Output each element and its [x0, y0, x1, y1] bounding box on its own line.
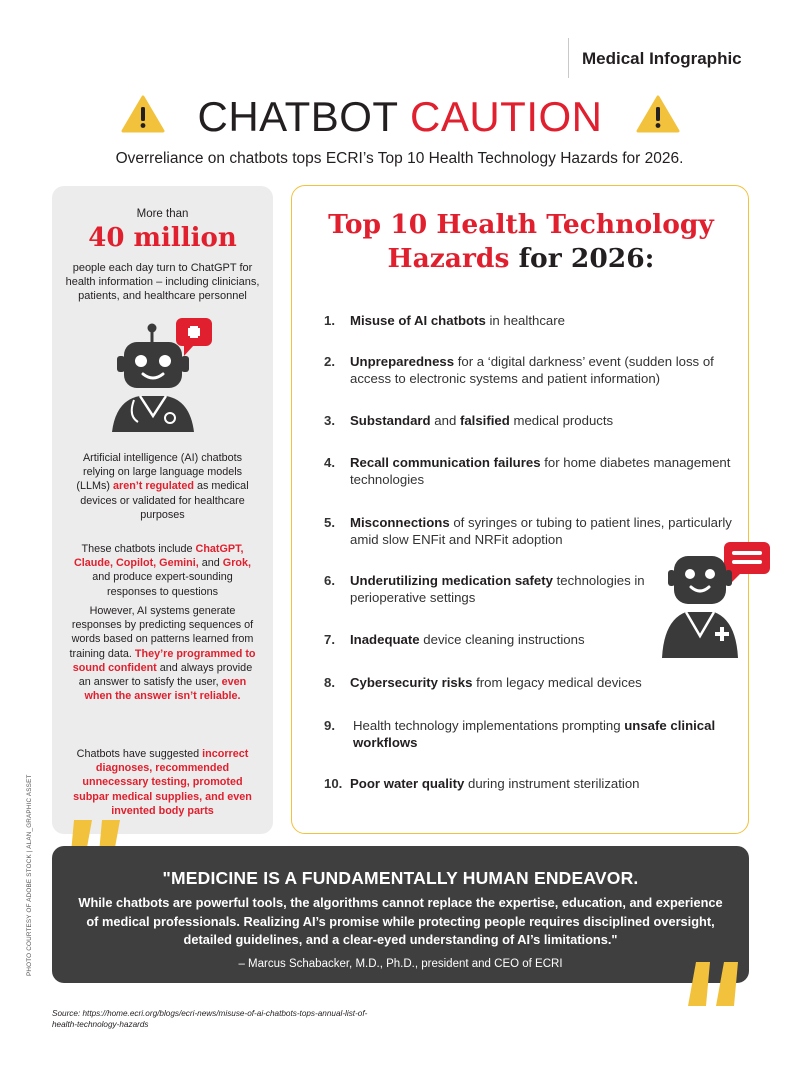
subtitle: Overreliance on chatbots tops ECRI’s Top 10 Health Technology Hazards for 2026.	[115, 150, 684, 167]
quote-box	[52, 846, 749, 983]
sidebar-paragraph-chatbots	[66, 542, 259, 599]
hazards-title-red: Top 10 Health Technology Hazards	[328, 209, 714, 274]
hazard-number: 8.	[324, 675, 335, 690]
page-title	[172, 94, 628, 140]
p2-text-a: These chatbots include	[81, 543, 196, 555]
robot-chat-icon	[110, 316, 220, 434]
p2-text-b: and	[198, 557, 223, 570]
hazard-number: 7.	[324, 632, 335, 647]
hazard-bold: Inadequate	[350, 632, 420, 647]
quote-attribution: – Marcus Schabacker, M.D., Ph.D., president and CEO of ECRI	[238, 958, 563, 970]
p4-highlight: incorrect diagnoses, recommended unnecessary testing, promoted subpar medical supplies, and even invented body parts	[73, 748, 252, 817]
photo-credit: PHOTO COURTESY OF ADOBE STOCK | ALAN_GRAPHIC ASSET	[26, 774, 33, 976]
hazard-bold: Underutilizing medication safety	[350, 573, 553, 588]
quote-body: While chatbots are powerful tools, the algorithms cannot replace the expertise, education, and experience of medical professionals. Realizing AI’s promise while protecting people requires disciplined oversight, detailed guidelines, and a clear-eyed understanding of AI’s limitations."	[78, 895, 723, 948]
quote-close-icon	[684, 962, 738, 1006]
hazard-number: 2.	[324, 354, 335, 369]
p3-highlight-a: They’re programmed to sound confident	[72, 647, 256, 674]
p1-highlight: aren’t regulated	[112, 480, 194, 493]
hazard-number: 3.	[324, 413, 335, 428]
sidebar-paragraph-regulation	[66, 451, 259, 522]
stat-prefix: More than	[136, 208, 189, 220]
hazard-number: 6.	[324, 573, 335, 588]
warning-icon	[636, 94, 680, 134]
title-word-caution: CAUTION	[409, 93, 603, 140]
p2-text-c: and produce expert-sounding responses to questions	[92, 571, 233, 598]
hazard-number: 10.	[324, 776, 343, 791]
title-word-chatbot: CHATBOT	[197, 93, 398, 140]
p1-text-a: Artificial intelligence (AI) chatbots relying on large language models (LLMs)	[76, 452, 243, 493]
hazard-text: device cleaning instructions	[419, 632, 585, 647]
quote-headline: "MEDICINE IS A FUNDAMENTALLY HUMAN ENDEAVOR.	[162, 868, 639, 888]
sidebar	[52, 186, 273, 834]
p3-highlight-b: even when the answer isn’t reliable.	[84, 676, 247, 703]
hazard-text: for home diabetes management technologies	[350, 455, 731, 487]
hazard-bold: Substandard	[350, 413, 431, 428]
p2-highlight-a: ChatGPT, Claude, Copilot, Gemini,	[74, 543, 244, 570]
hazards-title	[292, 208, 750, 276]
p4-text-a: Chatbots have suggested	[76, 748, 203, 760]
hazard-text: Health technology implementations prompting	[353, 718, 625, 733]
hazard-text: during instrument sterilization	[464, 776, 640, 791]
p3-text-a: However, AI systems generate responses by predicting sequences of words based on patterns learned from training data.	[69, 605, 254, 660]
infographic-tag: Medical Infographic	[582, 49, 742, 68]
hazards-panel	[291, 185, 749, 834]
hazard-text: of syringes or tubing to patient lines, particularly amid slow ENFit and NRFit adoption	[350, 515, 732, 547]
p3-text-b: and always provide an answer to satisfy the user,	[78, 661, 253, 689]
hazards-title-dark: for 2026:	[518, 243, 655, 274]
hazard-number: 5.	[324, 515, 335, 530]
stat-description: people each day turn to ChatGPT for health information – including clinicians, patients, and healthcare personnel	[65, 262, 260, 302]
source-citation: Source: https://home.ecri.org/blogs/ecri-news/misuse-of-ai-chatbots-tops-annual-list-of-health-technology-hazards	[52, 1009, 368, 1029]
tag-divider	[568, 38, 569, 78]
hazard-text: in healthcare	[485, 313, 565, 328]
hazard-bold: Misconnections	[350, 515, 450, 530]
hazard-bold: unsafe clinical workflows	[353, 718, 716, 750]
hazard-number: 4.	[324, 455, 335, 470]
sidebar-paragraph-harms	[66, 747, 259, 818]
hazard-bold-2: falsified	[459, 413, 510, 428]
hazard-text: from legacy medical devices	[472, 675, 642, 690]
hazard-bold: Poor water quality	[350, 776, 465, 791]
hazard-bold: Unpreparedness	[350, 354, 455, 369]
hazard-text: for a ‘digital darkness’ event (sudden loss of access to electronic systems and patient information)	[350, 354, 714, 386]
hazard-number: 9.	[324, 718, 335, 733]
sidebar-paragraph-confidence	[66, 604, 259, 703]
hazard-text: medical products	[509, 413, 614, 428]
hazard-bold: Cybersecurity risks	[350, 675, 473, 690]
p1-text-b: as medical devices or validated for healthcare purposes	[80, 480, 249, 521]
warning-icon	[121, 94, 165, 134]
hazard-number: 1.	[324, 313, 335, 328]
title-row	[0, 92, 799, 142]
hazard-text: technologies in perioperative settings	[350, 573, 645, 605]
hazard-bold: Recall communication failures	[350, 455, 541, 470]
stat-number: 40 million	[88, 223, 237, 253]
robot-doctor-icon	[660, 540, 772, 660]
hazard-text: and	[430, 413, 460, 428]
p2-highlight-b: Grok,	[222, 557, 251, 570]
hazard-bold: Misuse of AI chatbots	[350, 313, 486, 328]
